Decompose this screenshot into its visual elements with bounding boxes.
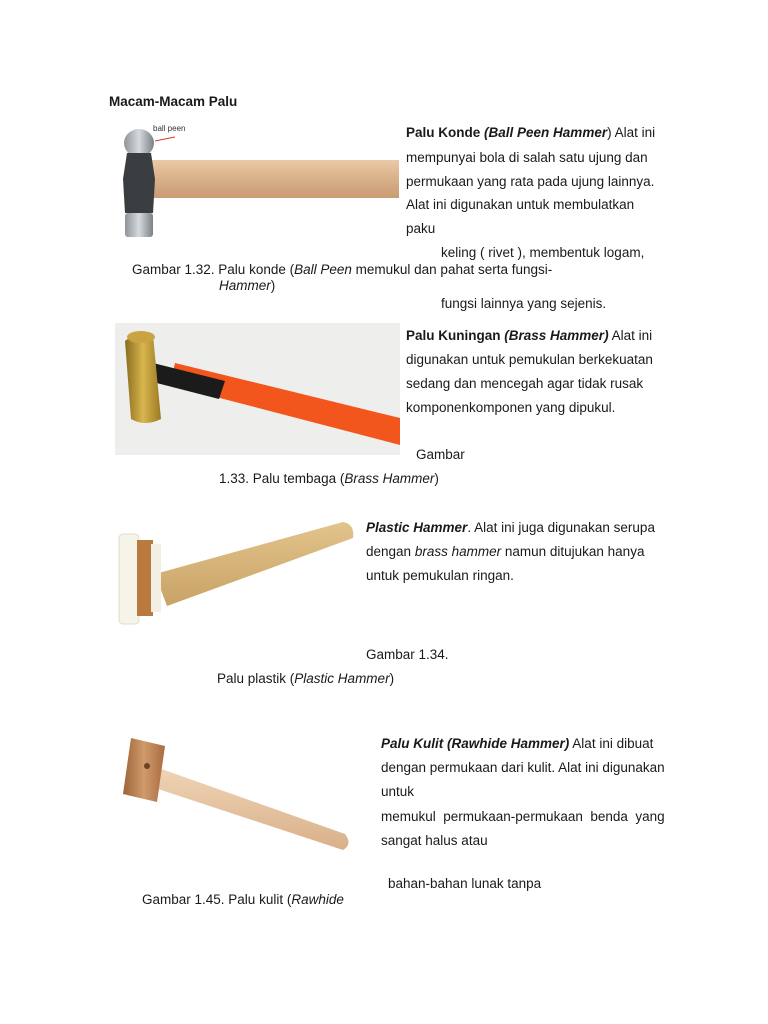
rawhide-hammer-image [113,728,355,856]
ball-peen-line-5: keling ( rivet ), membentuk logam, [441,245,645,260]
ball-peen-line-4: paku [406,221,436,236]
ball-peen-caption: Gambar 1.32. Palu konde (Ball Peen memukul dan pahat serta fungsi- [132,262,553,277]
plastic-caption: Palu plastik (Plastic Hammer) [217,671,395,686]
rawhide-line-1: dengan permukaan dari kulit. Alat ini digunakan [381,760,665,775]
plastic-title: Plastic Hammer. Alat ini juga digunakan serupa [366,520,655,535]
rawhide-caption: Gambar 1.45. Palu kulit (Rawhide [142,892,344,907]
rawhide-line-3: memukul permukaan-permukaan benda yang [381,809,665,824]
plastic-hammer-image [115,510,360,635]
plastic-caption-word: Gambar 1.34. [366,647,449,662]
brass-hammer-image [115,323,400,455]
brass-caption: 1.33. Palu tembaga (Brass Hammer) [219,471,439,486]
ball-peen-title: Palu Konde (Ball Peen Hammer) Alat ini [406,125,656,140]
ball-peen-hammer-image [115,121,399,242]
plastic-line-2: dengan brass hammer namun ditujukan hanya [366,544,645,559]
rawhide-line-4: sangat halus atau [381,833,488,848]
ball-peen-line-1: mempunyai bola di salah satu ujung dan [406,150,648,165]
rawhide-line-5: bahan-bahan lunak tanpa [388,876,542,891]
ball-peen-line-6: fungsi lainnya yang sejenis. [441,296,607,311]
rawhide-line-2: untuk [381,784,415,799]
brass-line-1: digunakan untuk pemukulan berkekuatan [406,352,653,367]
ball-peen-label: ball peen [153,124,186,133]
ball-peen-line-2: permukaan yang rata pada ujung lainnya. [406,174,655,189]
brass-line-2: sedang dan mencegah agar tidak rusak [406,376,644,391]
brass-caption-word: Gambar [416,447,465,462]
brass-title: Palu Kuningan (Brass Hammer) Alat ini [406,328,653,343]
brass-line-3: komponenkomponen yang dipukul. [406,400,616,415]
ball-peen-line-3: Alat ini digunakan untuk membulatkan [406,197,635,212]
plastic-line-3: untuk pemukulan ringan. [366,568,514,583]
ball-peen-caption-line-2: Hammer) [219,278,276,293]
rawhide-title: Palu Kulit (Rawhide Hammer) Alat ini dibuat [381,736,654,751]
page-title: Macam-Macam Palu [109,94,238,109]
